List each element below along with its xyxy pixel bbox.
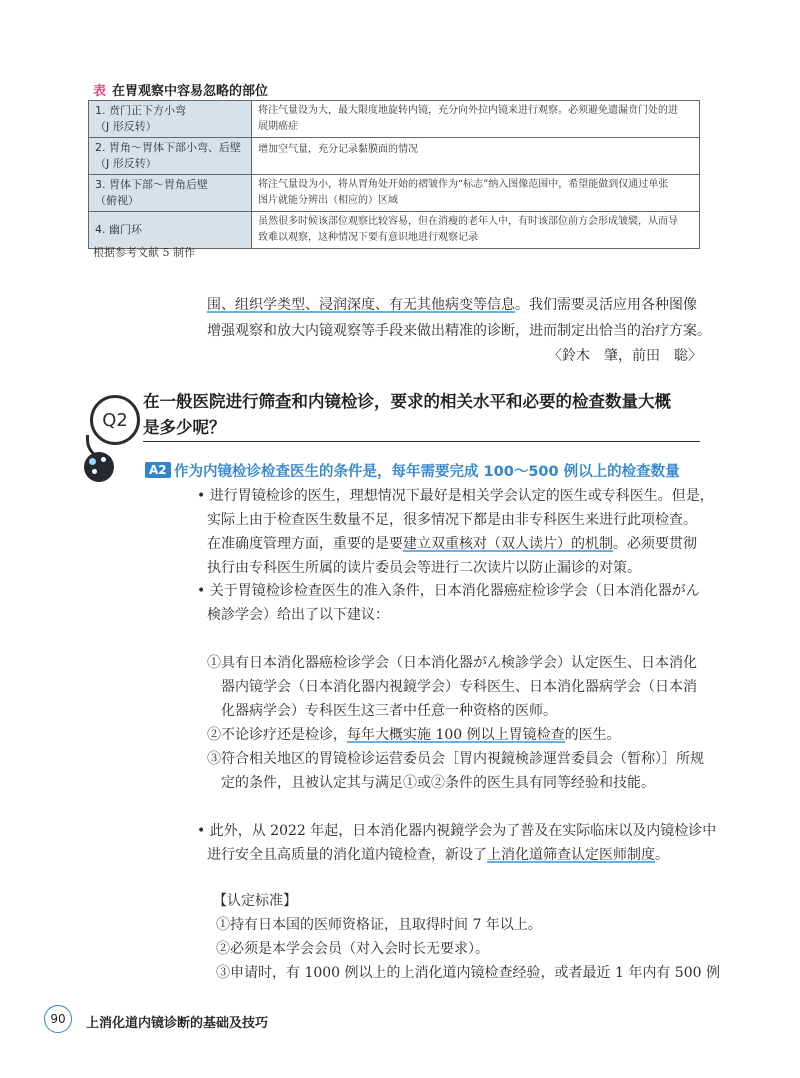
table-cell-site [89, 175, 252, 212]
criteria-line: 器内镜学会（日本消化器内視鏡学会）专科医生、日本消化器病学会（日本消 [221, 679, 697, 695]
note-line: 图片就能分辨出（相应的）区域 [258, 195, 398, 206]
site-line: （J 形反转） [95, 157, 157, 170]
author-credit: 〈鈴木 肇，前田 聡〉 [548, 348, 702, 364]
note-line: 虽然很多时候该部位观察比较容易，但在消瘦的老年人中，有时该部位前方会形成皱襞，从而导 [258, 216, 678, 227]
cert-title: 【认定标准】 [213, 893, 297, 909]
table-title-text: 在胃观察中容易忽略的部位 [112, 84, 269, 99]
cert-line: ③申请时，有 1000 例以上的上消化道内镜检查经验，或者最近 1 年内有 500 例 [216, 965, 720, 981]
table-cell-site [89, 138, 252, 175]
body-line: 执行由专科医生所属的读片委员会等进行二次读片以防止漏诊的对策。 [207, 560, 641, 576]
page-number: 90 [44, 1005, 72, 1033]
text: 在准确度管理方面，重要的是要 [207, 536, 403, 552]
table-title [93, 80, 268, 99]
note-line: 将注气量设为小，将从胃角处开始的褶皱作为“标志”纳入图像范围中，希望能做到仅通过单张 [258, 179, 669, 190]
question-title-line: 是多少呢？ [143, 418, 226, 437]
site-line: 4. 幽门环 [95, 223, 142, 236]
divider [143, 441, 700, 442]
overlooked-sites-table [88, 100, 700, 249]
text: 关于胃镜检诊检查医生的准入条件，日本消化器癌症检诊学会（日本消化器がん [209, 583, 700, 599]
table-cell-note [252, 138, 700, 175]
answer-summary: 作为内镜检诊检查医生的条件是，每年需要完成 100～500 例以上的检查数量 [174, 464, 680, 480]
text: 进行胃镜检诊的医生，理想情况下最好是相关学会认定的医生或专科医生。但是， [209, 488, 714, 504]
text: 。我们需要灵活应用各种图像 [515, 297, 697, 313]
bullet-line: • 关于胃镜检诊检查医生的准入条件，日本消化器癌症检诊学会（日本消化器がん [197, 583, 700, 599]
bullet-line: • 进行胃镜检诊的医生，理想情况下最好是相关学会认定的医生或专科医生。但是， [197, 488, 714, 504]
table-row [89, 175, 700, 212]
site-line: 1. 贲门正下方小弯 [95, 104, 186, 117]
table-cell-site [89, 212, 252, 249]
site-line: 2. 胃角～胃体下部小弯、后壁 [95, 141, 241, 154]
cert-line: ①持有日本国的医师资格证，且取得时间 7 年以上。 [216, 917, 542, 933]
body-line: 検診学会）给出了以下建议： [207, 607, 389, 623]
site-line: （J 形反转） [95, 120, 157, 133]
highlight: 上消化道筛查认定医师制度 [487, 847, 655, 863]
note-line: 展期癌症 [258, 121, 298, 132]
table-source-note: 根据参考文献 5 制作 [93, 246, 195, 259]
criteria-line: ①具有日本消化器癌检诊学会（日本消化器がん検診学会）认定医生、日本消化 [207, 655, 697, 671]
bullet-line: • 此外，从 2022 年起，日本消化器内視鏡学会为了普及在实际临床以及内镜检诊中 [197, 823, 717, 839]
body-line [207, 844, 669, 864]
text: 进行安全且高质量的消化道内镜检查，新设了 [207, 847, 487, 863]
table-cell-site [89, 101, 252, 138]
criteria-line: ③符合相关地区的胃镜检诊运营委员会［胃内視鏡検診運営委員会（暂称）］所规 [207, 751, 704, 767]
table-row [89, 138, 700, 175]
question-title-line: 在一般医院进行筛查和内镜检诊，要求的相关水平和必要的检查数量大概 [143, 392, 671, 411]
table-row [89, 101, 700, 138]
highlight: 建立双重核对（双人读片）的机制 [403, 536, 613, 552]
criteria-line: 化器病学会）专科医生这三者中任意一种资格的医师。 [221, 703, 557, 719]
criteria-line: 定的条件，且被认定其与满足①或②条件的医生具有同等经验和技能。 [221, 775, 655, 791]
intro-line [207, 294, 697, 314]
endoscope-icon [84, 452, 114, 482]
highlight: 每年大概实施 100 例以上胃镜检查 [347, 727, 565, 743]
text: ②不论诊疗还是检诊， [207, 727, 347, 743]
text: 的医生。 [564, 727, 621, 743]
note-line: 将注气量设为大，最大限度地旋转内镜，充分向外拉内镜来进行观察。必须避免遗漏贲门处的进 [258, 105, 678, 116]
body-line: 实际上由于检查医生数量不足，很多情况下都是由非专科医生来进行此项检查。 [207, 512, 697, 528]
table-row [89, 212, 700, 249]
book-title: 上消化道内镜诊断的基础及技巧 [86, 1016, 269, 1031]
cert-line: ②必须是本学会会员（对入会时长无要求）。 [216, 941, 489, 957]
text: 。 [655, 847, 669, 863]
criteria-line [207, 724, 621, 744]
site-line: 3. 胃体下部～胃角后壁 [95, 178, 208, 191]
intro-line: 增强观察和放大内镜观察等手段来做出精准的诊断，进而制定出恰当的治疗方案。 [207, 323, 711, 339]
site-line: （俯视） [95, 194, 139, 207]
note-line: 增加空气量，充分记录黏膜面的情况 [258, 144, 418, 155]
question-badge: Q2 [90, 395, 140, 445]
table-cell-note [252, 175, 700, 212]
body-line [207, 533, 697, 553]
text: 。必须要贯彻 [613, 536, 697, 552]
table-title-prefix: 表 [93, 84, 107, 99]
text: 此外，从 2022 年起，日本消化器内視鏡学会为了普及在实际临床以及内镜检诊中 [209, 823, 717, 839]
answer-badge: A2 [145, 462, 171, 478]
table-cell-note [252, 101, 700, 138]
table-cell-note [252, 212, 700, 249]
highlight: 围、组织学类型、浸润深度、有无其他病变等信息 [207, 297, 515, 313]
note-line: 致难以观察，这种情况下要有意识地进行观察记录 [258, 232, 478, 243]
